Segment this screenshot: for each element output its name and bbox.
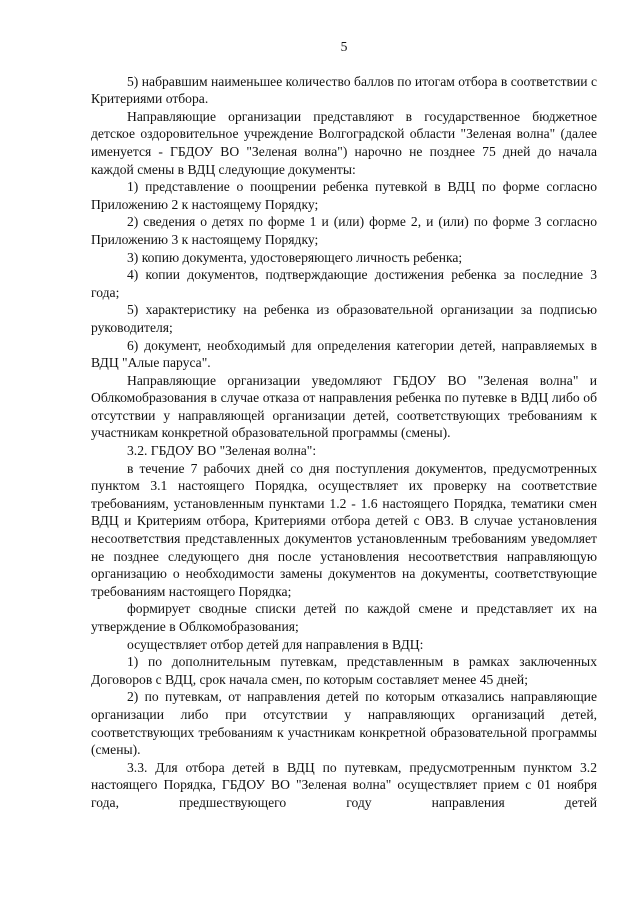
paragraph-selection-1: 1) по дополнительным путевкам, представленным в рамках заключенных Договоров с ВДЦ, срок начала смен, по которым составляет менее 45 дней; [91,654,597,687]
paragraph-document-5: 5) характеристику на ребенка из образовательной организации за подписью руководителя; [91,302,597,335]
paragraph-document-6: 6) документ, необходимый для определения категории детей, направляемых в ВДЦ "Алые паруса". [91,337,597,371]
paragraph-documents-intro: Направляющие организации представляют в государственное бюджетное детское оздоровительное учреждение Волгоградской области "Зеленая волна" (далее именуется - ГБДОУ ВО "Зеленая волна") нарочно не позднее 75 дней до начала каждой смены в ВДЦ следующие документы: [91,108,597,177]
paragraph-document-1: 1) представление о поощрении ребенка путевкой в ВДЦ по форме согласно Приложению 2 к настоящему Порядку; [91,179,597,212]
paragraph-document-check: в течение 7 рабочих дней со дня поступления документов, предусмотренных пунктом 3.1 настоящего Порядка, осуществляет их проверку на соответствие требованиям, установленным пунктами 1.2 - 1.6 настоящего Порядка, тематики смен ВДЦ и Критериям отбора, Критериями отбора детей с ОВЗ. В случае установления несоответствия представленных документов установленным требованиям уведомляет не позднее следующего дня после установления несоответствия направляющую организацию о необходимости замены документов на документы, соответствующие требованиям настоящего Порядка; [91,460,597,599]
paragraph-refusal-notice: Направляющие организации уведомляют ГБДОУ ВО "Зеленая волна" и Облкомобразования в случае отказа от направления ребенка по путевке в ВДЦ либо об отсутствии у направляющей организации детей, соответствующих требованиям к участникам конкретной образовательной программы (смены). [91,372,597,441]
section-heading-3-2: 3.2. ГБДОУ ВО "Зеленая волна": [127,443,317,459]
page-number: 5 [340,39,348,54]
paragraph-selection-intro: осуществляет отбор детей для направления в ВДЦ: [127,636,424,652]
paragraph-document-4: 4) копии документов, подтверждающие достижения ребенка за последние 3 года; [91,267,597,300]
paragraph-summary-lists: формирует сводные списки детей по каждой смене и представляет их на утверждение в Облкомобразования; [91,601,597,634]
document-page [91,38,597,812]
paragraph-selection-2: 2) по путевкам, от направления детей по которым отказались направляющие организации либо при отсутствии у направляющих организаций детей, соответствующих требованиям к участникам конкретной образовательной программы (смены). [91,689,597,758]
paragraph-document-2: 2) сведения о детях по форме 1 и (или) форме 2, и (или) по форме 3 согласно Приложению 3 к настоящему Порядку; [91,214,597,247]
paragraph-criteria-item-5: 5) набравшим наименьшее количество баллов по итогам отбора в соответствии с Критериями отбора. [91,73,597,107]
paragraph-document-3: 3) копию документа, удостоверяющего личность ребенка; [127,249,463,265]
paragraph-section-3-3: 3.3. Для отбора детей в ВДЦ по путевкам, предусмотренным пунктом 3.2 настоящего Порядка, ГБДОУ ВО "Зеленая волна" осуществляет прием с 01 ноября года, предшествующего году направления детей [91,759,597,810]
